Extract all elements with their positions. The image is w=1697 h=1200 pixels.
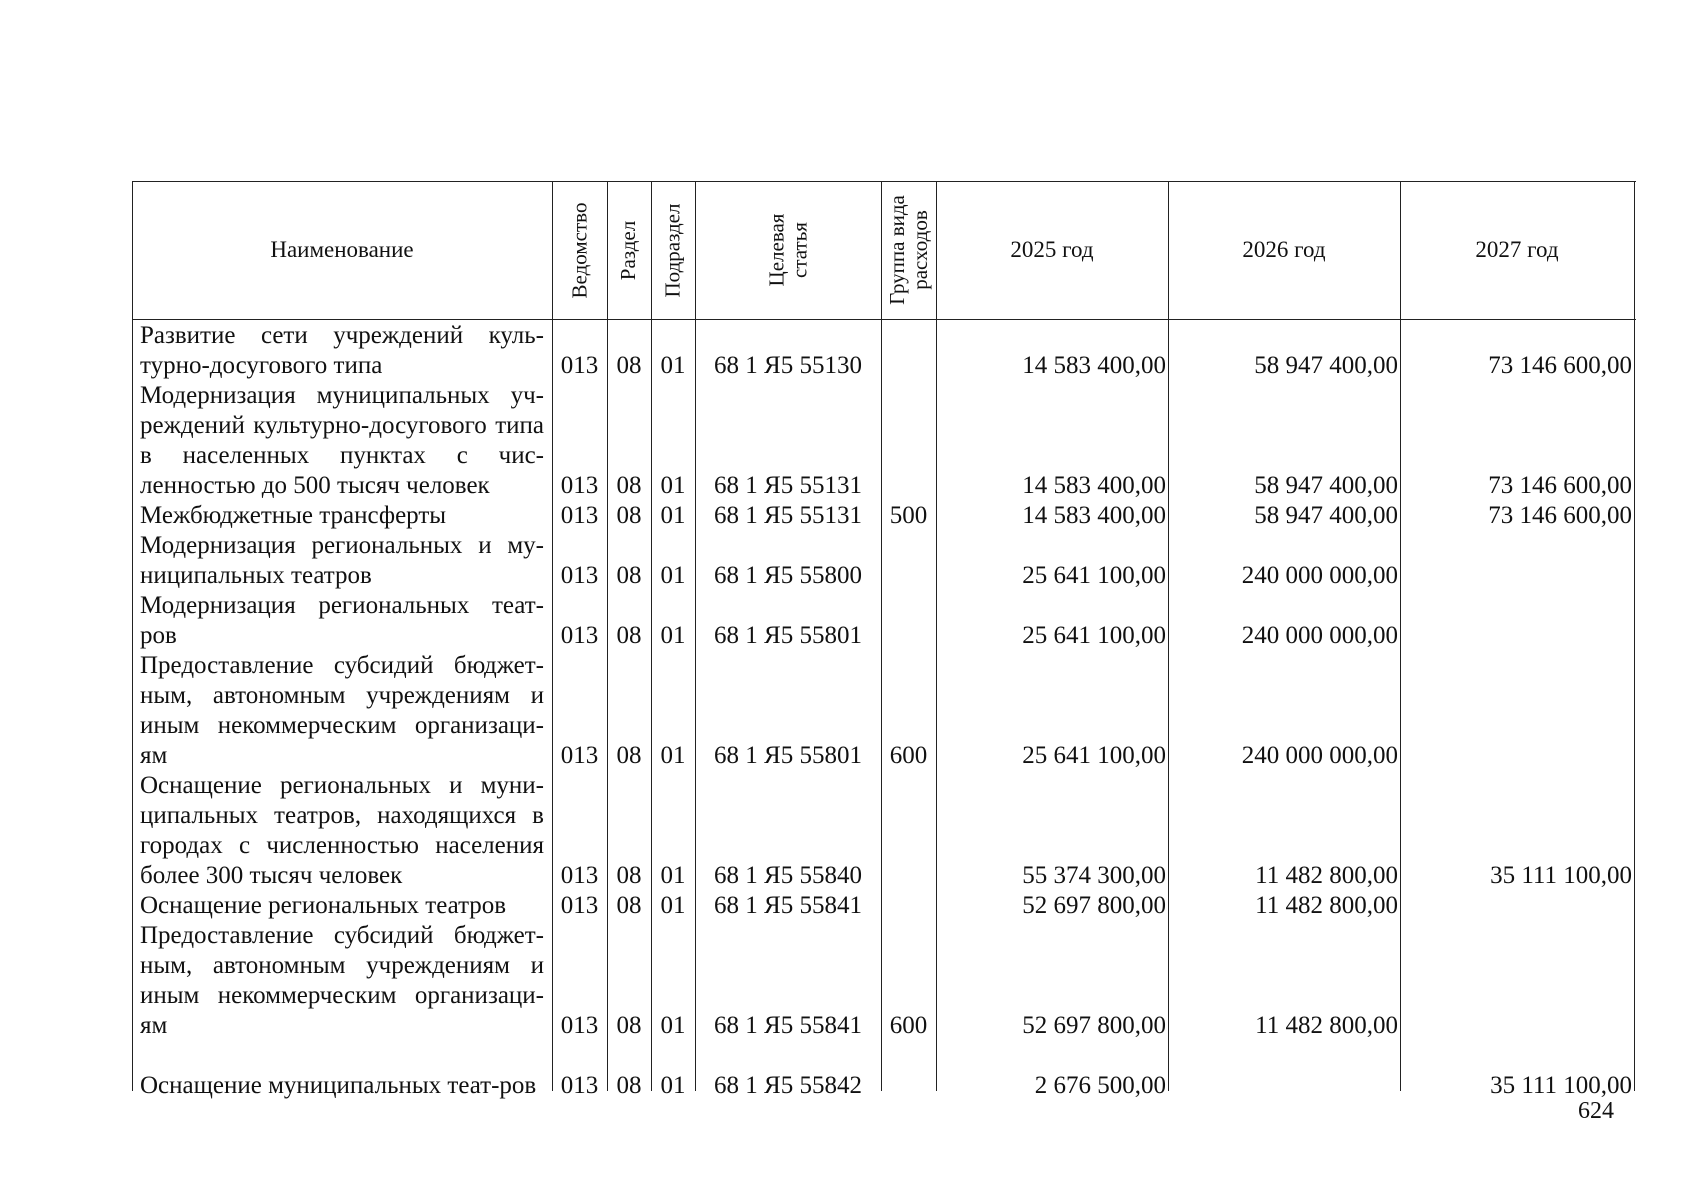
row-2027: 73 146 600,00 <box>1488 352 1632 379</box>
row-vedomstvo: 013 <box>560 1072 599 1099</box>
row-podrazdel: 01 <box>660 472 686 499</box>
row-2025: 2 676 500,00 <box>1034 1072 1166 1099</box>
row-name: Оснащение муниципальных теат-ров <box>140 1072 537 1099</box>
row-2027: 35 111 100,00 <box>1490 862 1632 889</box>
table-row <box>132 321 1636 381</box>
row-podrazdel: 01 <box>660 352 686 379</box>
row-2027: 73 146 600,00 <box>1488 502 1632 529</box>
row-vedomstvo: 013 <box>560 562 599 589</box>
header-2027: 2027 год <box>1475 237 1559 262</box>
row-vedomstvo: 013 <box>560 352 599 379</box>
header-2026: 2026 год <box>1242 237 1326 262</box>
row-celevaya: 68 1 Я5 55130 <box>714 352 862 379</box>
header-celevaya-line2: статья <box>787 222 811 278</box>
row-2026: 240 000 000,00 <box>1241 622 1398 649</box>
header-gruppa-line1: Группа вида <box>884 195 909 305</box>
table-row <box>132 771 1636 891</box>
row-2025: 25 641 100,00 <box>1022 622 1166 649</box>
header-razdel <box>607 181 651 319</box>
header-gruppa-text <box>886 195 932 305</box>
row-vedomstvo: 013 <box>560 892 599 919</box>
table-row <box>132 381 1636 501</box>
row-razdel: 08 <box>616 622 642 649</box>
row-celevaya: 68 1 Я5 55841 <box>714 892 862 919</box>
row-razdel: 08 <box>616 1012 642 1039</box>
header-gruppa <box>881 181 936 319</box>
row-podrazdel: 01 <box>660 562 686 589</box>
table-row <box>132 501 1636 531</box>
table-row <box>132 891 1636 921</box>
row-2026: 11 482 800,00 <box>1255 892 1398 919</box>
row-celevaya: 68 1 Я5 55841 <box>714 1012 862 1039</box>
row-2026: 11 482 800,00 <box>1255 862 1398 889</box>
row-razdel: 08 <box>616 1072 642 1099</box>
row-razdel: 08 <box>616 892 642 919</box>
row-podrazdel: 01 <box>660 742 686 769</box>
row-2026: 11 482 800,00 <box>1255 1012 1398 1039</box>
header-name: Наименование <box>270 237 414 262</box>
row-name: Модернизация региональных и му-ниципальных театров <box>140 532 544 589</box>
row-podrazdel: 01 <box>660 622 686 649</box>
header-vedomstvo <box>552 181 607 319</box>
row-name: Межбюджетные трансферты <box>140 502 447 529</box>
row-name: Модернизация муниципальных уч-реждений культурно-досугового типа в населенных пунктах с чис-ленностью до 500 тысяч человек <box>140 382 544 499</box>
row-celevaya: 68 1 Я5 55842 <box>714 1072 862 1099</box>
row-razdel: 08 <box>616 352 642 379</box>
row-2027: 73 146 600,00 <box>1488 472 1632 499</box>
row-razdel: 08 <box>616 862 642 889</box>
row-razdel: 08 <box>616 562 642 589</box>
row-vedomstvo: 013 <box>560 862 599 889</box>
row-celevaya: 68 1 Я5 55801 <box>714 622 862 649</box>
row-name: Модернизация региональных теат-ров <box>140 592 544 649</box>
header-celevaya <box>695 181 881 319</box>
row-2025: 25 641 100,00 <box>1022 742 1166 769</box>
row-celevaya: 68 1 Я5 55840 <box>714 862 862 889</box>
header-podrazdel <box>651 181 695 319</box>
row-2026: 58 947 400,00 <box>1254 352 1398 379</box>
row-2026: 58 947 400,00 <box>1254 472 1398 499</box>
table-row <box>132 1041 1636 1101</box>
row-2025: 14 583 400,00 <box>1022 502 1166 529</box>
row-2025: 14 583 400,00 <box>1022 352 1166 379</box>
table-row <box>132 591 1636 651</box>
budget-table <box>132 181 1636 1099</box>
header-gruppa-line2: расходов <box>907 210 932 290</box>
row-podrazdel: 01 <box>660 862 686 889</box>
row-name: Оснащение региональных театров <box>140 892 507 919</box>
row-gruppa: 600 <box>889 1012 928 1039</box>
row-2025: 52 697 800,00 <box>1022 892 1166 919</box>
row-podrazdel: 01 <box>660 1012 686 1039</box>
row-2026: 58 947 400,00 <box>1254 502 1398 529</box>
row-2026: 240 000 000,00 <box>1241 562 1398 589</box>
row-celevaya: 68 1 Я5 55800 <box>714 562 862 589</box>
row-celevaya: 68 1 Я5 55131 <box>714 472 862 499</box>
table-row <box>132 651 1636 771</box>
row-podrazdel: 01 <box>660 892 686 919</box>
row-celevaya: 68 1 Я5 55801 <box>714 742 862 769</box>
row-vedomstvo: 013 <box>560 502 599 529</box>
row-vedomstvo: 013 <box>560 472 599 499</box>
table-row <box>132 531 1636 591</box>
row-vedomstvo: 013 <box>560 742 599 769</box>
header-bottom-border <box>132 319 1636 320</box>
row-name: Предоставление субсидий бюджет-ным, автономным учреждениям и иным некоммерческим организаци-ям <box>140 922 544 1039</box>
row-razdel: 08 <box>616 472 642 499</box>
row-2025: 25 641 100,00 <box>1022 562 1166 589</box>
row-gruppa: 600 <box>889 742 928 769</box>
header-celevaya-text <box>765 214 811 287</box>
row-2026: 240 000 000,00 <box>1241 742 1398 769</box>
header-2025: 2025 год <box>1010 237 1094 262</box>
header-vedomstvo-text: Ведомство <box>567 202 591 298</box>
table-row <box>132 921 1636 1041</box>
row-2027: 35 111 100,00 <box>1490 1072 1632 1099</box>
header-razdel-text: Раздел <box>616 220 641 280</box>
row-vedomstvo: 013 <box>560 1012 599 1039</box>
row-2025: 55 374 300,00 <box>1022 862 1166 889</box>
row-podrazdel: 01 <box>660 502 686 529</box>
row-name: Предоставление субсидий бюджет-ным, автономным учреждениям и иным некоммерческим организаци-ям <box>140 652 544 769</box>
row-podrazdel: 01 <box>660 1072 686 1099</box>
row-2025: 52 697 800,00 <box>1022 1012 1166 1039</box>
row-2025: 14 583 400,00 <box>1022 472 1166 499</box>
row-celevaya: 68 1 Я5 55131 <box>714 502 862 529</box>
header-celevaya-line1: Целевая <box>764 213 788 287</box>
row-name: Оснащение региональных и муни-ципальных театров, находящихся в городах с численностью населения более 300 тысяч человек <box>140 772 544 889</box>
row-razdel: 08 <box>616 502 642 529</box>
row-vedomstvo: 013 <box>560 622 599 649</box>
row-name: Развитие сети учреждений куль-турно-досугового типа <box>140 322 544 379</box>
header-podrazdel-text: Подраздел <box>660 203 685 297</box>
row-razdel: 08 <box>616 742 642 769</box>
page-number: 624 <box>1578 1098 1614 1124</box>
row-gruppa: 500 <box>889 502 928 529</box>
